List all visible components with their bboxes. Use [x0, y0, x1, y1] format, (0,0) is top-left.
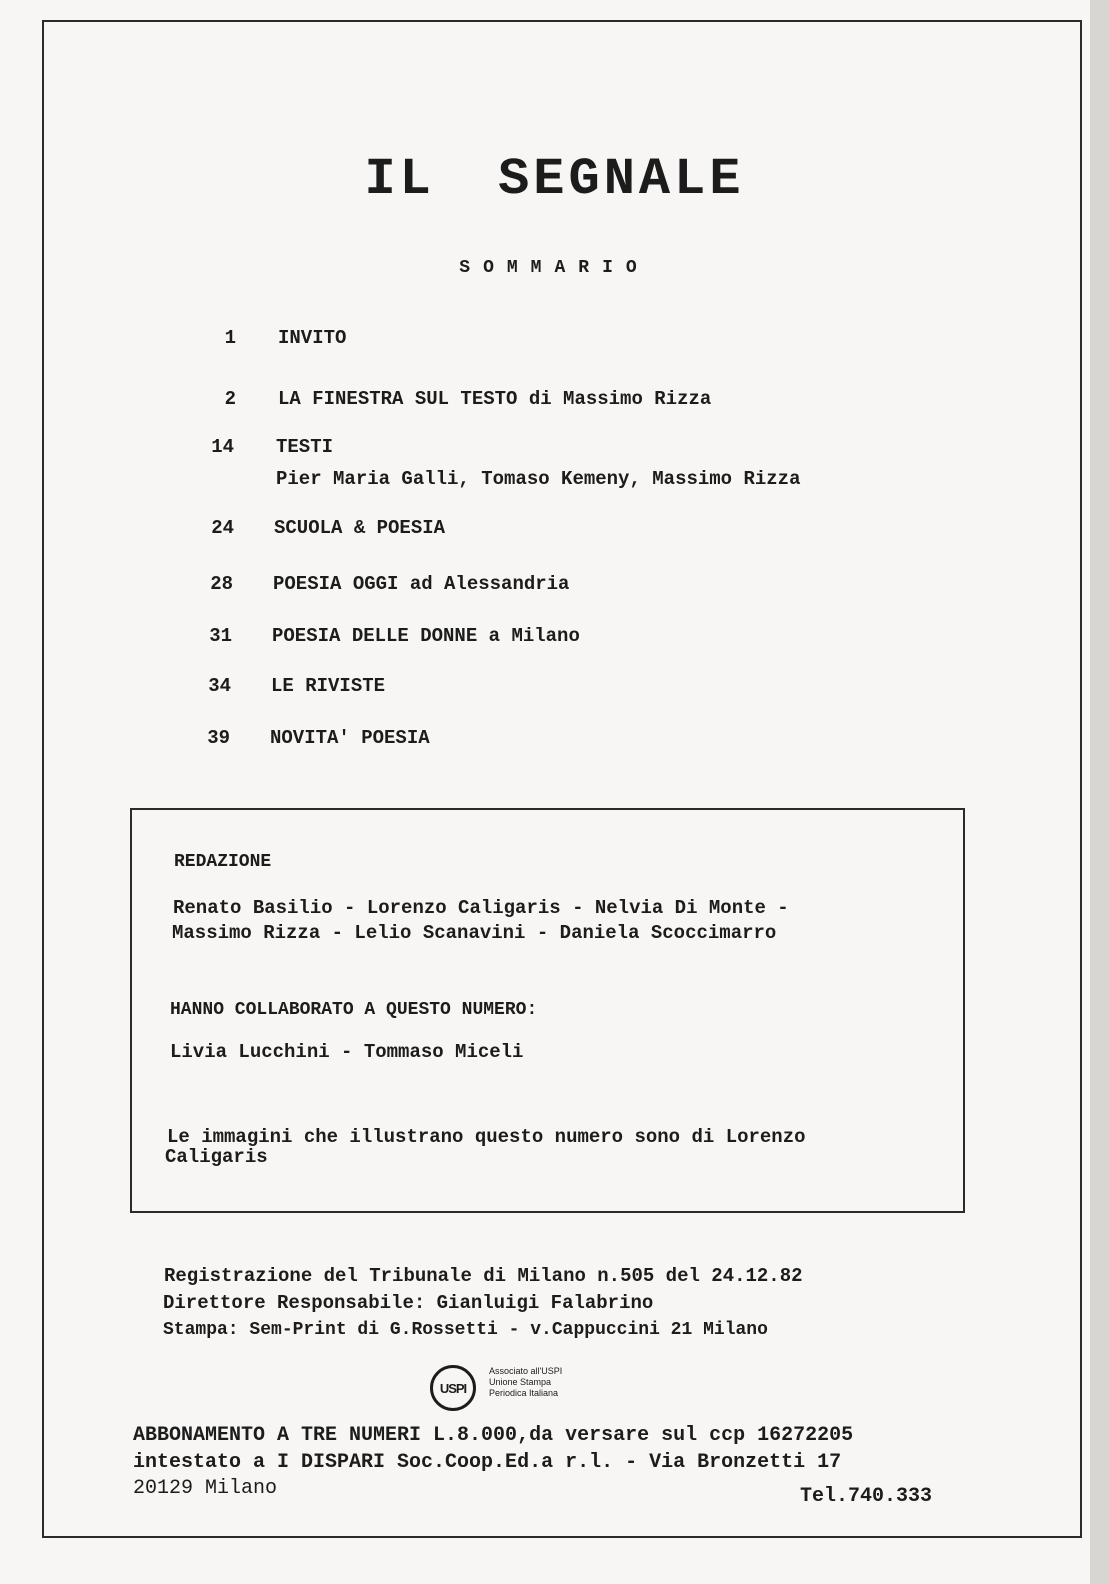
toc-page-number: 24	[211, 517, 234, 539]
redazione-names: Renato Basilio - Lorenzo Caligaris - Nelvia Di Monte -	[173, 897, 789, 919]
collaborators-heading: HANNO COLLABORATO A QUESTO NUMERO:	[170, 1000, 538, 1020]
uspi-association-text: Associato all'USPI Unione Stampa Periodica Italiana	[489, 1366, 563, 1398]
city-line: 20129 Milano	[133, 1477, 278, 1500]
toc-page-number: 1	[224, 327, 236, 349]
contents-heading: SOMMARIO	[459, 258, 650, 278]
images-credit: Le immagini che illustrano questo numero sono di Lorenzo	[167, 1126, 806, 1148]
toc-title: POESIA OGGI ad Alessandria	[273, 573, 570, 595]
toc-page-number: 28	[210, 573, 233, 595]
collaborators-names: Livia Lucchini - Tommaso Miceli	[170, 1041, 524, 1063]
uspi-logo-icon: USPI	[430, 1365, 476, 1411]
toc-title: TESTI	[276, 436, 334, 458]
editorial-box	[130, 808, 965, 1213]
toc-title: NOVITA' POESIA	[270, 727, 430, 749]
toc-authors: Pier Maria Galli, Tomaso Kemeny, Massimo Rizza	[276, 468, 801, 490]
toc-title: POESIA DELLE DONNE a Milano	[272, 625, 580, 647]
toc-page-number: 39	[207, 727, 230, 749]
subscription-line: intestato a I DISPARI Soc.Coop.Ed.a r.l. - Via Bronzetti 17	[133, 1451, 842, 1474]
toc-page-number: 34	[208, 675, 231, 697]
telephone-line: Tel.740.333	[800, 1485, 933, 1508]
redazione-names: Massimo Rizza - Lelio Scanavini - Daniela Scoccimarro	[172, 922, 777, 944]
printer-line: Stampa: Sem-Print di G.Rossetti - v.Cappuccini 21 Milano	[163, 1320, 768, 1340]
toc-title: INVITO	[278, 327, 347, 349]
subscription-line: ABBONAMENTO A TRE NUMERI L.8.000,da versare sul ccp 16272205	[133, 1424, 854, 1447]
page-edge	[1090, 0, 1109, 1584]
page-title: IL SEGNALE	[364, 150, 745, 209]
toc-page-number: 2	[224, 388, 236, 410]
toc-title: LA FINESTRA SUL TESTO di Massimo Rizza	[278, 388, 712, 410]
images-credit: Caligaris	[165, 1146, 268, 1168]
toc-page-number: 31	[209, 625, 232, 647]
toc-title: SCUOLA & POESIA	[274, 517, 446, 539]
director-line: Direttore Responsabile: Gianluigi Falabrino	[163, 1292, 654, 1314]
toc-title: LE RIVISTE	[271, 675, 386, 697]
toc-page-number: 14	[211, 436, 234, 458]
registration-line: Registrazione del Tribunale di Milano n.505 del 24.12.82	[164, 1265, 803, 1287]
redazione-heading: REDAZIONE	[174, 852, 272, 872]
